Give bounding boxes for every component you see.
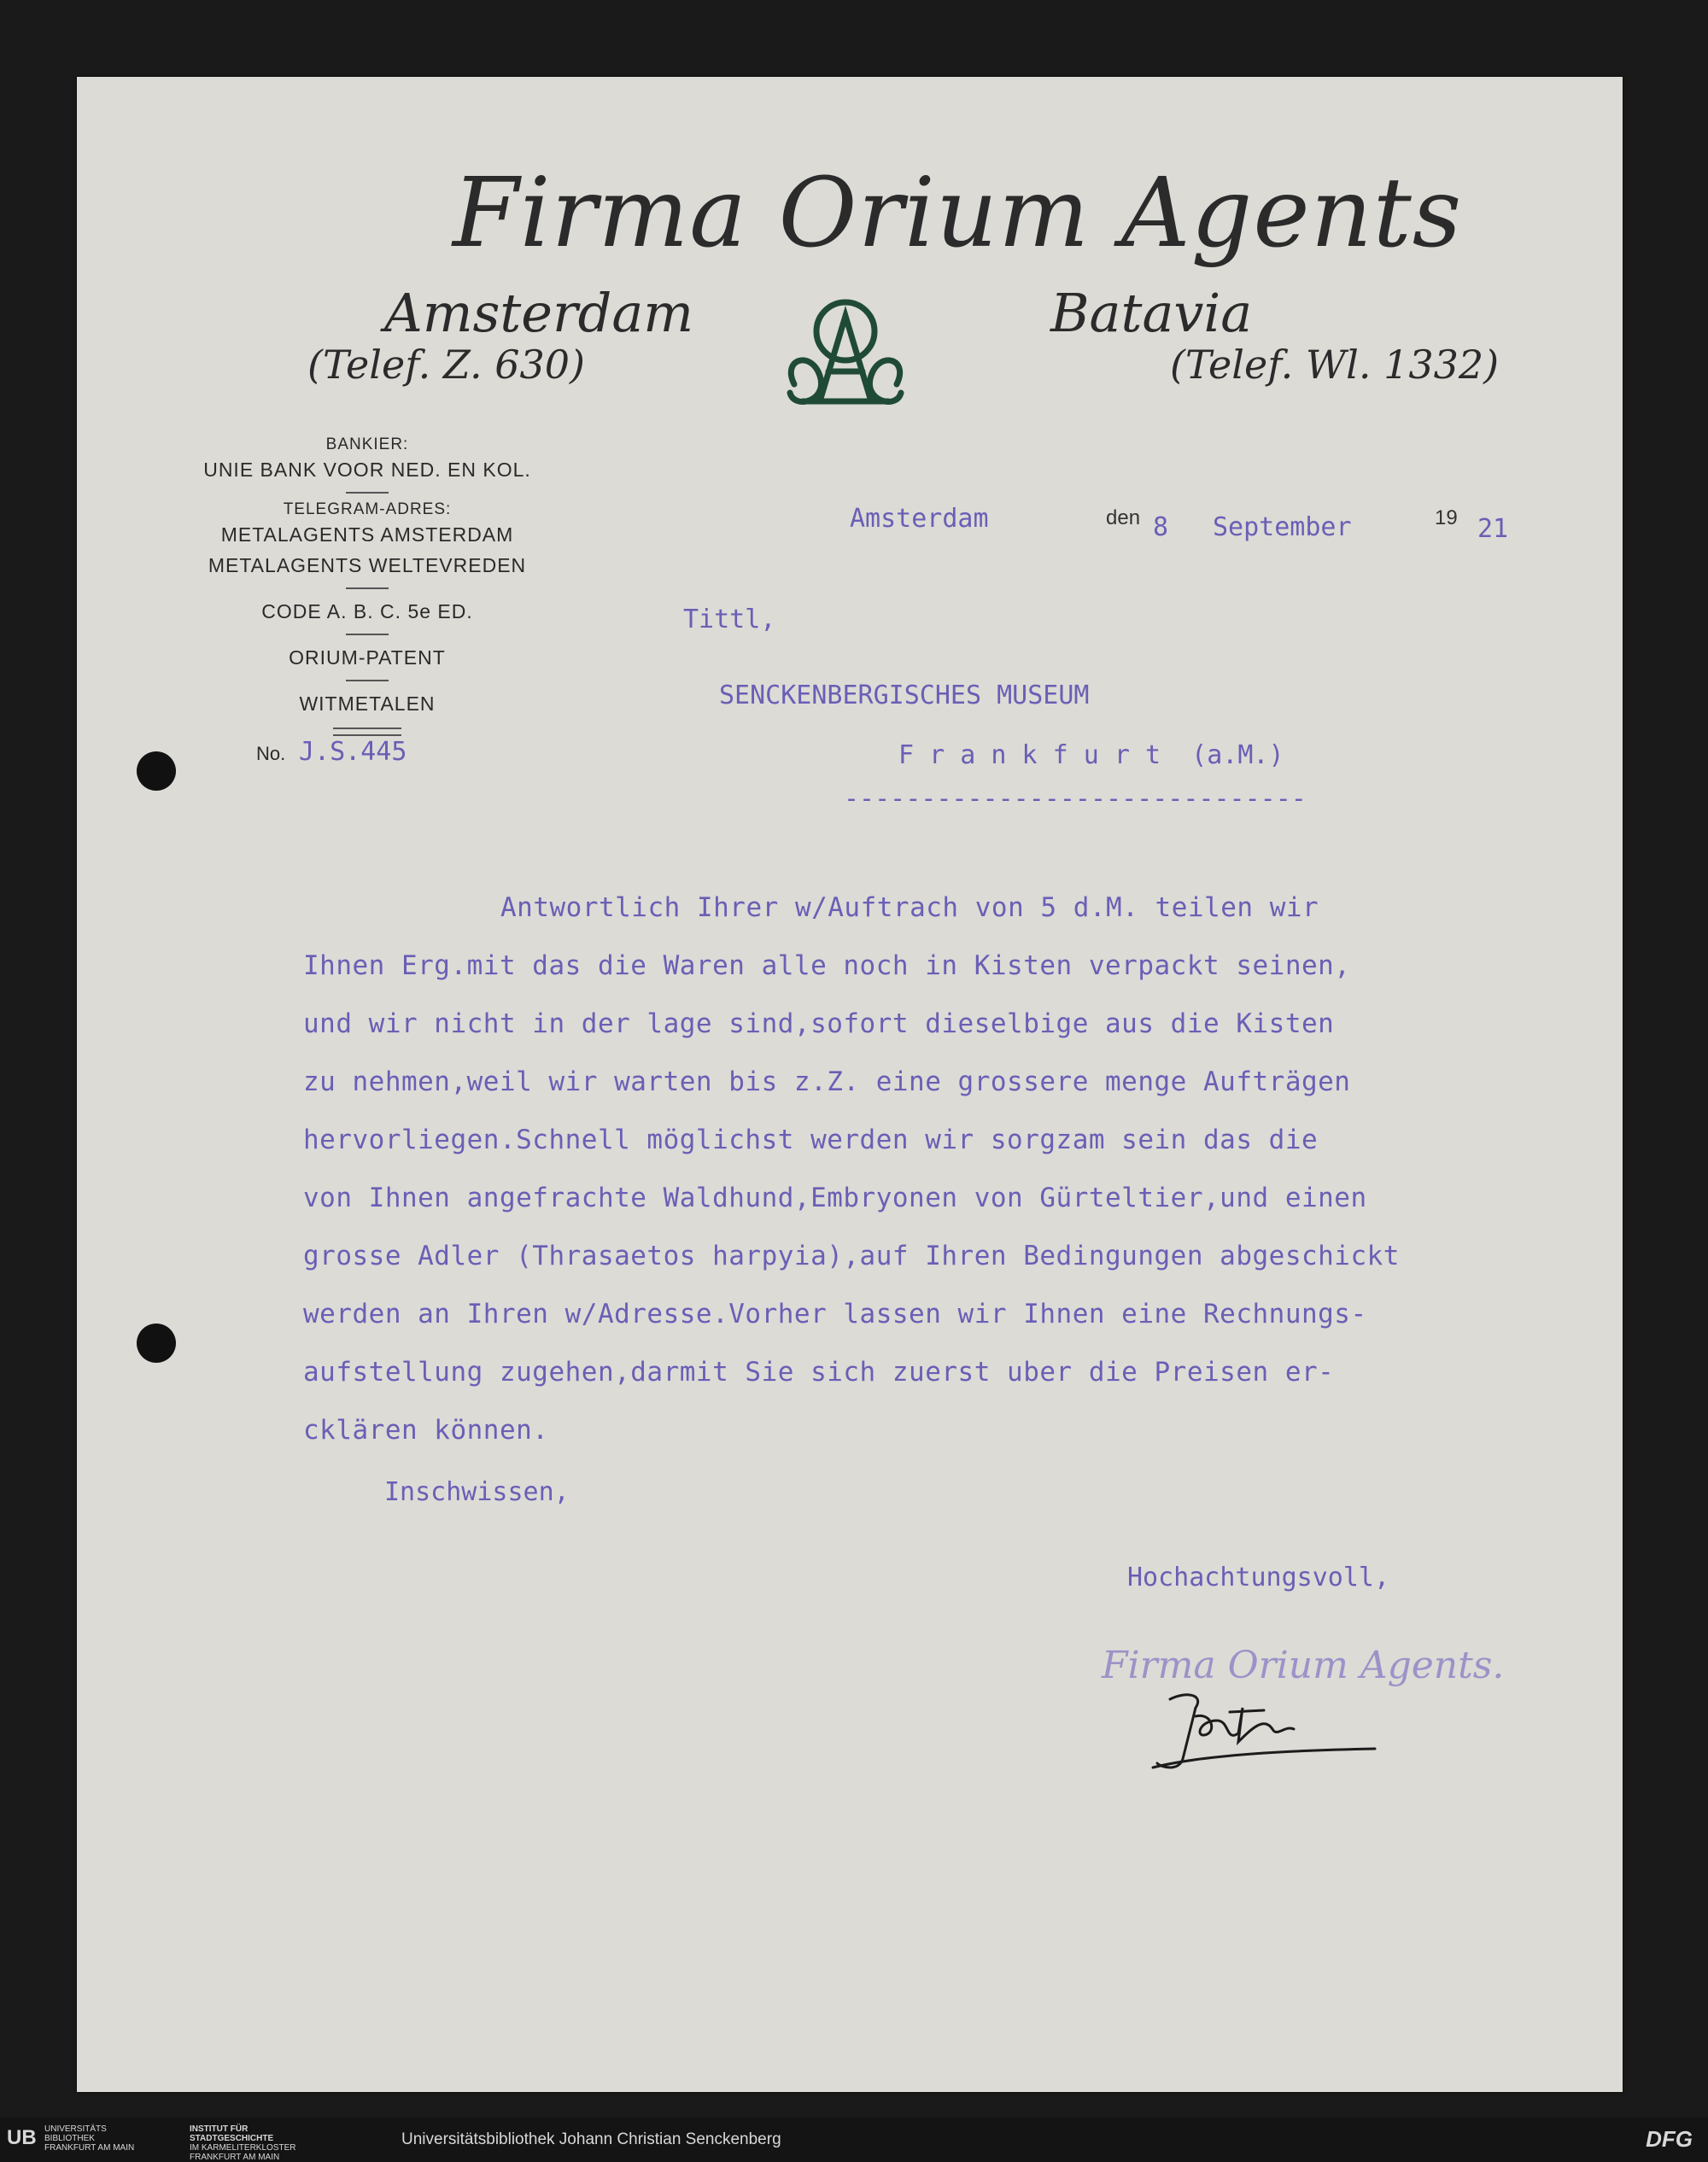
company-stamp: Firma Orium Agents. (1102, 1644, 1505, 1687)
telegram-address-1: METALAGENTS AMSTERDAM (220, 523, 514, 546)
ub-text-line: BIBLIOTHEK (44, 2134, 95, 2143)
date-year: 21 (1477, 514, 1509, 544)
isg-text-line: STADTGESCHICHTE (190, 2134, 274, 2143)
isg-text-line: INSTITUT FÜR (190, 2124, 249, 2134)
letterhead-title: Firma Orium Agents (453, 158, 1463, 269)
date-month: September (1213, 512, 1352, 542)
date-day: 8 (1153, 512, 1169, 542)
reference-label: No. (256, 743, 286, 764)
letterhead-city-right: Batavia (1050, 282, 1253, 344)
ub-text-line: FRANKFURT AM MAIN (44, 2143, 135, 2153)
telegram-address-2: METALAGENTS WELTEVREDEN (208, 554, 527, 576)
monogram-logo-icon (777, 290, 914, 418)
punch-hole-bottom (137, 1323, 176, 1363)
divider (346, 587, 389, 589)
company-info-column (162, 435, 572, 745)
bank-label: BANKIER: (325, 435, 409, 453)
body-line: und wir nicht in der lage sind,sofort dieselbige aus die Kisten (303, 1008, 1335, 1039)
ub-logo: UB (7, 2126, 37, 2149)
isg-logo-text (190, 2124, 295, 2162)
telegram-label: TELEGRAM-ADRES: (283, 500, 452, 518)
address-underline: ------------------------------ (844, 784, 1307, 814)
punch-hole-top (137, 751, 176, 791)
body-line: von Ihnen angefrachte Waldhund,Embryonen von Gürteltier,und einen (303, 1183, 1367, 1213)
isg-text-line: FRANKFURT AM MAIN (190, 2153, 280, 2162)
recipient-city: F r a n k f u r t (a.M.) (898, 740, 1284, 770)
metals-line: WITMETALEN (299, 692, 436, 715)
code-line: CODE A. B. C. 5e ED. (261, 600, 473, 622)
body-line: hervorliegen.Schnell möglichst werden wir sorgzam sein das die (303, 1125, 1319, 1155)
archive-footer-bar (0, 2118, 1708, 2162)
handwritten-signature-icon (1136, 1682, 1392, 1776)
divider (346, 634, 389, 635)
body-line: grosse Adler (Thrasaetos harpyia),auf Ihren Bedingungen abgeschickt (303, 1241, 1400, 1271)
body-line: Antwortlich Ihrer w/Auftrach von 5 d.M. teilen wir (500, 892, 1319, 923)
ub-text-line: UNIVERSITÄTS (44, 2124, 107, 2134)
date-den-label: den (1106, 506, 1141, 529)
dfg-logo: DFG (1646, 2126, 1693, 2152)
letterhead-city-left: Amsterdam (384, 282, 694, 344)
bank-value: UNIE BANK VOOR NED. EN KOL. (203, 459, 531, 481)
body-line: zu nehmen,weil wir warten bis z.Z. eine grossere menge Aufträgen (303, 1066, 1351, 1097)
double-divider (333, 727, 401, 736)
letterhead-tel-right: (Telef. Wl. 1332) (1170, 342, 1500, 388)
date-place: Amsterdam (850, 504, 989, 534)
date-century: 19 (1435, 506, 1458, 529)
closing-regards: Hochachtungsvoll, (1127, 1563, 1390, 1592)
isg-text-line: IM KARMELITERKLOSTER (190, 2143, 296, 2153)
patent-line: ORIUM-PATENT (289, 646, 446, 669)
ub-logo-text (44, 2124, 134, 2153)
footer-credit: Universitätsbibliothek Johann Christian Senckenberg (401, 2130, 781, 2148)
recipient-name: SENCKENBERGISCHES MUSEUM (719, 681, 1090, 710)
body-line: werden an Ihren w/Adresse.Vorher lassen wir Ihnen eine Rechnungs- (303, 1299, 1367, 1329)
divider (346, 492, 389, 494)
interim-closing: Inschwissen, (384, 1477, 570, 1507)
reference-number: J.S.445 (299, 737, 407, 767)
letterhead-tel-left: (Telef. Z. 630) (307, 342, 585, 388)
body-line: aufstellung zugehen,darmit Sie sich zuerst uber die Preisen er- (303, 1357, 1335, 1388)
letter-page (77, 77, 1623, 2092)
body-line: cklären können. (303, 1415, 549, 1446)
divider (346, 680, 389, 681)
salutation: Tittl, (683, 605, 776, 634)
body-line: Ihnen Erg.mit das die Waren alle noch in Kisten verpackt seinen, (303, 950, 1351, 981)
